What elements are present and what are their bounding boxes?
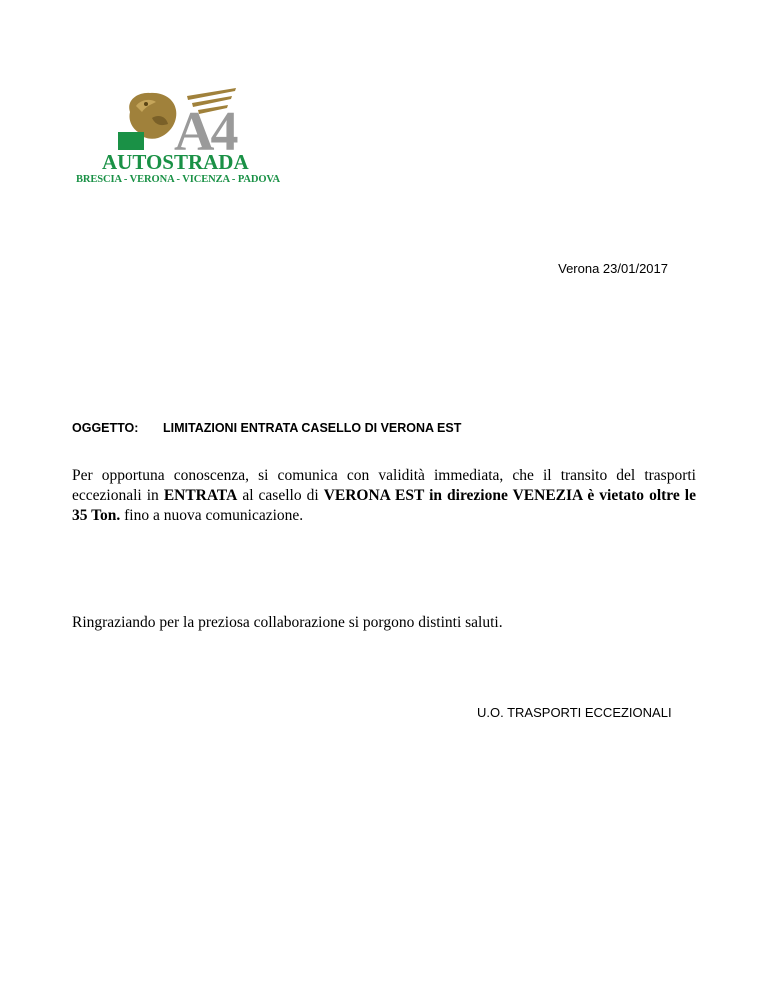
body-text-part1: Per opportuna conoscenza, si comunica con validità immediata, che il transito del trasporti eccezionali in [72, 467, 696, 504]
subject-label: OGGETTO: [72, 421, 139, 435]
book-icon [118, 132, 144, 150]
signature: U.O. TRASPORTI ECCEZIONALI [477, 705, 672, 720]
logo-subtitle: BRESCIA - VERONA - VICENZA - PADOVA [76, 174, 281, 185]
logo-name: AUTOSTRADA [102, 150, 249, 174]
body-bold-restriction: VERONA EST in direzione VENEZIA è vietato oltre le 35 Ton. [72, 487, 696, 524]
lion-a4-emblem-icon [112, 82, 282, 154]
body-bold-entrata: ENTRATA [163, 487, 238, 504]
body-text-part3: fino a nuova comunicazione. [120, 507, 304, 524]
lion-icon [129, 93, 176, 139]
letter-date: Verona 23/01/2017 [558, 261, 668, 276]
subject-text: LIMITAZIONI ENTRATA CASELLO DI VERONA EST [163, 421, 462, 435]
body-paragraph [72, 466, 696, 526]
body-text-part2: al casello di [237, 487, 324, 504]
company-logo [72, 82, 287, 188]
a4-mark: A4 [174, 101, 235, 154]
closing-line: Ringraziando per la preziosa collaborazione si porgono distinti saluti. [72, 614, 503, 631]
